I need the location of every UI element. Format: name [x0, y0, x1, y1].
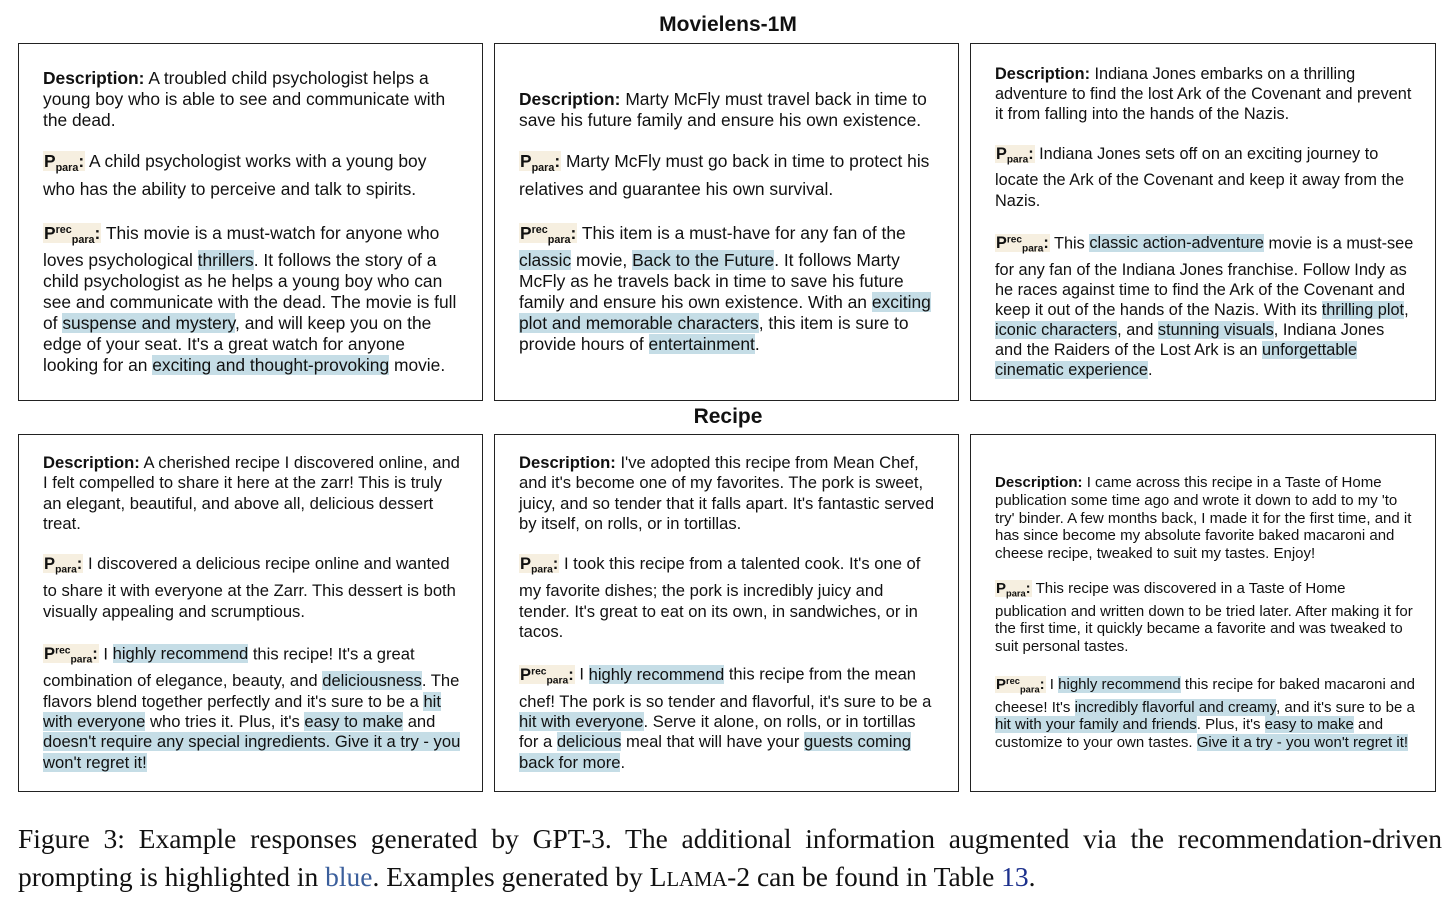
p-rec-para-text: [519, 223, 931, 354]
para-subscript: para: [1019, 684, 1040, 695]
p-rec-para-label: [995, 234, 1050, 255]
p-para-label: [519, 151, 561, 174]
highlighted-phrase: doesn't require any special ingredients. Give it a try - you won't regret it!: [43, 732, 461, 772]
description-text: Marty McFly must travel back in time to save his future family and ensure his own existence.: [519, 89, 927, 131]
para-subscript: para: [531, 564, 553, 576]
p-para-text: I discovered a delicious recipe online and wanted to share it with everyone at the Zarr. This dessert is both visually appealing and scrumptious.: [43, 554, 456, 621]
text-segment: .: [1147, 361, 1153, 380]
description-text: A troubled child psychologist helps a young boy who is able to see and communicate with the dead.: [43, 68, 446, 131]
p-rec-para-paragraph: [519, 220, 938, 355]
text-segment: . It follows Marty McFly as he travels back in time to save his future family and ensure his own existence. With an: [519, 250, 904, 313]
caption-part1: Figure 3: Example responses generated by GPT-3. The additional information augmented via the recommendation-driven prompting is highlighted in: [18, 823, 1442, 892]
p-letter: P: [996, 579, 1007, 597]
description-paragraph: [43, 453, 462, 534]
highlighted-phrase: Back to the Future: [632, 250, 775, 271]
text-segment: I: [579, 664, 589, 684]
text-segment: This movie is a must-watch for anyone who loves psychological: [43, 222, 440, 271]
highlighted-phrase: guests coming back for more: [519, 732, 912, 772]
p-rec-para-text: [519, 665, 931, 772]
p-para-text: Marty McFly must go back in time to protect his relatives and guarantee his own survival.: [519, 151, 930, 199]
p-para-label: [43, 554, 83, 576]
text-segment: . It follows the story of a child psychologist as he helps a young boy who can see and communicate with the dead. The movie is full of: [43, 250, 457, 333]
description-label: Description:: [995, 474, 1083, 492]
text-segment: movie.: [389, 354, 446, 375]
label-colon: :: [570, 222, 577, 243]
text-segment: and: [403, 711, 436, 731]
label-colon: :: [554, 151, 561, 172]
p-rec-para-label: [519, 664, 575, 687]
highlighted-phrase: deliciousness: [322, 671, 422, 691]
description-paragraph: [43, 68, 462, 131]
caption-table-link[interactable]: 13: [1001, 861, 1029, 892]
label-colon: :: [94, 222, 101, 243]
highlighted-phrase: hit with everyone: [43, 691, 441, 731]
movielens-panel-2: [494, 43, 959, 401]
highlighted-phrase: suspense and mystery: [62, 312, 236, 333]
p-para-text: I took this recipe from a talented cook. It's one of my favorite dishes; the pork is incredibly juicy and tender. It's great to eat on its own, in sandwiches, or in tacos.: [519, 554, 921, 641]
description-text: Indiana Jones embarks on a thrilling adventure to find the lost Ark of the Covenant and prevent it from falling into the hands of the Nazis.: [995, 64, 1412, 123]
p-rec-para-label: [43, 222, 101, 246]
highlighted-phrase: highly recommend: [112, 644, 249, 664]
p-rec-para-text: [995, 676, 1415, 751]
description-label: Description:: [43, 68, 145, 89]
highlighted-phrase: entertainment: [648, 333, 755, 354]
text-segment: .: [620, 752, 626, 772]
highlighted-phrase: hit with your family and friends: [995, 716, 1197, 734]
text-segment: I: [1049, 675, 1059, 693]
p-para-text: This recipe was discovered in a Taste of Home publication and written down to be tried later. After making it for the first time, it quickly became a favorite and was tweaked to suit personal tastes.: [995, 579, 1413, 655]
recipe-section-title: Recipe: [693, 405, 763, 428]
p-letter: P: [520, 554, 532, 574]
label-colon: :: [568, 664, 574, 684]
recipe-panel-2: [494, 434, 959, 792]
para-subscript: para: [1006, 587, 1026, 598]
highlighted-phrase: delicious: [556, 732, 622, 752]
text-segment: This item is a must-have for any fan of the: [581, 222, 906, 243]
p-letter: P: [520, 664, 532, 684]
p-letter: P: [44, 222, 56, 243]
p-letter: P: [996, 234, 1007, 253]
text-segment: , this item is sure to provide hours of: [519, 312, 909, 354]
label-colon: :: [92, 644, 98, 664]
description-label: Description:: [995, 64, 1090, 83]
p-para-text: A child psychologist works with a young boy who has the ability to perceive and talk to spirits.: [43, 151, 427, 199]
highlighted-phrase: Give it a try - you won't regret it!: [1196, 734, 1409, 752]
label-colon: :: [76, 554, 83, 574]
text-segment: who tries it. Plus, it's: [145, 711, 305, 731]
para-subscript: para: [1006, 154, 1029, 166]
p-para-label: [519, 554, 559, 576]
text-segment: .: [754, 333, 760, 354]
highlighted-phrase: exciting and thought-provoking: [152, 354, 390, 375]
label-colon: :: [78, 151, 85, 172]
para-subscript: para: [70, 655, 93, 667]
p-letter: P: [520, 151, 532, 172]
p-letter: P: [996, 675, 1007, 693]
description-text: I came across this recipe in a Taste of Home publication some time ago and wrote it down to add to my 'to try' binder. A few months back, I made it for the first time, and it has since become my absolute favorite baked macaroni and cheese recipe, tweaked to suit my tastes. Enjoy!: [995, 474, 1412, 562]
description-text: I've adopted this recipe from Mean Chef, and it's become one of my favorites. The pork is sweet, juicy, and so tender that it falls apart. It's fantastic served by itself, on rolls, or in tortillas.: [519, 453, 935, 534]
para-subscript: para: [55, 564, 77, 576]
text-segment: and customize to your own tastes.: [995, 716, 1384, 752]
label-colon: :: [1028, 144, 1034, 163]
p-para-paragraph: [995, 144, 1415, 211]
highlighted-phrase: incredibly flavorful and creamy: [1074, 698, 1277, 716]
caption-llama-smallcaps: LAMA: [666, 869, 728, 891]
highlighted-phrase: easy to make: [304, 711, 404, 731]
caption-end: .: [1028, 861, 1036, 892]
description-paragraph: [995, 474, 1415, 563]
p-para-paragraph: [519, 554, 938, 642]
rec-superscript: rec: [55, 223, 72, 236]
text-segment: this recipe from the mean chef! The pork is so tender and flavorful, it's sure to be a: [519, 664, 932, 711]
p-letter: P: [520, 222, 532, 243]
p-rec-para-paragraph: [995, 231, 1415, 381]
label-colon: :: [1025, 579, 1031, 597]
text-segment: meal that will have your: [621, 732, 805, 752]
label-colon: :: [552, 554, 559, 574]
p-rec-para-paragraph: [43, 642, 462, 773]
text-segment: , and: [1117, 321, 1158, 340]
p-para-paragraph: [43, 554, 462, 621]
para-subscript: para: [55, 161, 79, 174]
highlighted-phrase: exciting plot and memorable characters: [519, 292, 931, 333]
label-colon: :: [1039, 675, 1045, 693]
p-rec-para-text: [43, 644, 460, 771]
highlighted-phrase: iconic characters: [995, 321, 1118, 340]
p-para-paragraph: [519, 151, 938, 200]
para-subscript: para: [71, 233, 95, 246]
caption-part2: . Examples generated by: [372, 861, 650, 892]
caption-llama-initial: L: [649, 861, 667, 892]
p-rec-para-label: [519, 222, 577, 246]
recipe-panel-3: [970, 434, 1436, 792]
text-segment: This: [1054, 234, 1090, 253]
text-segment: . Plus, it's: [1196, 716, 1265, 734]
highlighted-phrase: unforgettable cinematic experience: [995, 341, 1358, 380]
p-rec-para-paragraph: [995, 673, 1415, 752]
highlighted-phrase: classic: [519, 250, 572, 271]
description-label: Description:: [43, 453, 140, 473]
highlighted-phrase: highly recommend: [1058, 675, 1181, 693]
text-segment: . Serve it alone, on rolls, or in tortillas for a: [519, 711, 916, 752]
description-label: Description:: [519, 453, 616, 473]
description-paragraph: [519, 453, 938, 534]
description-text: A cherished recipe I discovered online, and I felt compelled to share it here at the zarr! This is truly an elegant, beautiful, and above all, delicious dessert treat.: [43, 453, 460, 534]
p-rec-para-paragraph: [519, 662, 938, 773]
rec-superscript: rec: [531, 223, 548, 236]
description-paragraph: [995, 64, 1415, 124]
caption-llama-suffix: -2 can be found in Table: [727, 861, 1002, 892]
para-subscript: para: [546, 675, 569, 687]
highlighted-phrase: easy to make: [1264, 716, 1354, 734]
p-para-paragraph: [43, 151, 462, 200]
highlighted-phrase: thrillers: [197, 250, 254, 271]
p-para-paragraph: [995, 580, 1415, 656]
movielens-panel-1: [18, 43, 483, 401]
p-rec-para-label: [995, 676, 1046, 693]
p-letter: P: [44, 151, 56, 172]
movielens-section-title: Movielens-1M: [659, 13, 797, 36]
text-segment: this recipe for baked macaroni and cheese! It's: [995, 675, 1415, 716]
text-segment: . The flavors blend together perfectly and it's sure to be a: [43, 671, 460, 711]
p-rec-para-text: [43, 223, 456, 375]
movielens-panel-3: [970, 43, 1436, 401]
rec-superscript: rec: [1006, 675, 1020, 686]
text-segment: , and will keep you on the edge of your seat. It's a great watch for anyone looking for an: [43, 312, 432, 375]
text-segment: , and it's sure to be a: [1276, 698, 1415, 716]
p-letter: P: [44, 554, 56, 574]
highlighted-phrase: highly recommend: [588, 664, 725, 684]
text-segment: movie is a must-see for any fan of the Indiana Jones franchise. Follow Indy as he races against time to find the Ark of the Covenant and keep it out of the hands of the Nazis. With its: [995, 234, 1414, 320]
highlighted-phrase: thrilling plot: [1321, 301, 1405, 320]
rec-superscript: rec: [55, 645, 71, 657]
text-segment: this recipe! It's a great combination of elegance, beauty, and: [43, 644, 415, 691]
p-para-label: [43, 151, 85, 174]
description-paragraph: [519, 89, 938, 131]
text-segment: movie,: [571, 250, 633, 271]
label-colon: :: [1043, 234, 1049, 253]
para-subscript: para: [1022, 243, 1044, 255]
p-rec-para-paragraph: [43, 220, 462, 376]
p-para-label: [995, 580, 1032, 597]
text-segment: ,: [1404, 301, 1409, 320]
rec-superscript: rec: [1006, 234, 1023, 246]
highlighted-phrase: classic action-adventure: [1089, 234, 1264, 253]
text-segment: , Indiana Jones and the Raiders of the Lost Ark is an: [995, 321, 1385, 360]
text-segment: I: [103, 644, 113, 664]
p-letter: P: [996, 144, 1007, 163]
recipe-panel-1: [18, 434, 483, 792]
caption-blue-word: blue: [325, 861, 373, 892]
highlighted-phrase: hit with everyone: [519, 711, 644, 731]
para-subscript: para: [531, 161, 555, 174]
p-letter: P: [44, 644, 56, 664]
para-subscript: para: [547, 233, 571, 246]
description-label: Description:: [519, 89, 621, 110]
figure-caption: [18, 820, 1442, 899]
p-rec-para-label: [43, 644, 99, 667]
p-rec-para-text: [995, 234, 1413, 379]
rec-superscript: rec: [531, 666, 547, 678]
p-para-label: [995, 144, 1035, 166]
highlighted-phrase: stunning visuals: [1157, 321, 1274, 340]
p-para-text: Indiana Jones sets off on an exciting journey to locate the Ark of the Covenant and keep it away from the Nazis.: [995, 144, 1405, 210]
